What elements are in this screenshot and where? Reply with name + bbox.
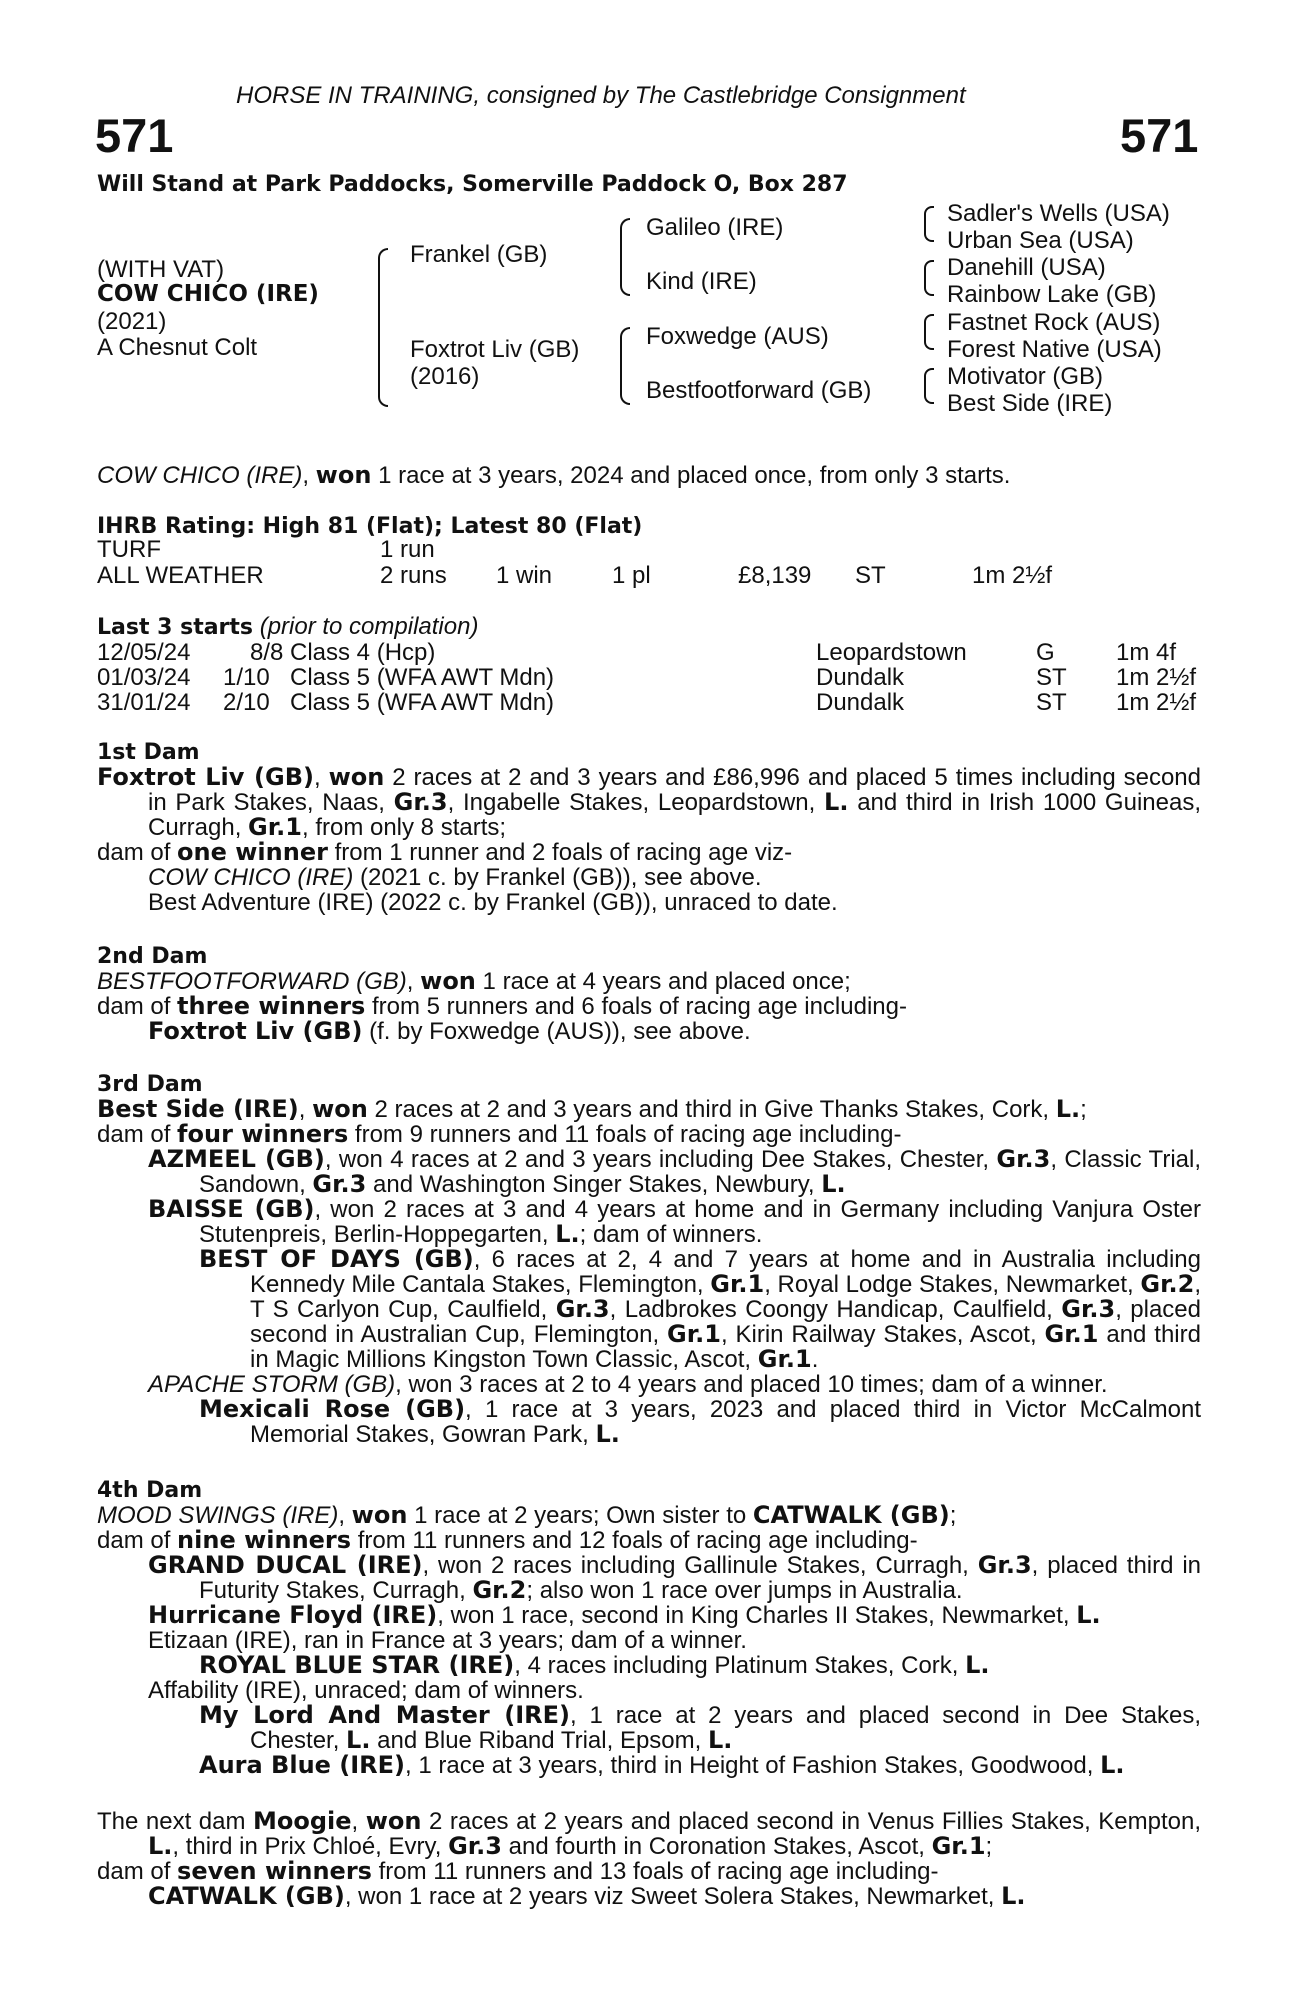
sire: Frankel (GB)	[410, 241, 548, 268]
text-fragment: four winners	[177, 1120, 349, 1148]
text-fragment: , 1 race at 2 years and placed second in Dee Stakes, Chester,	[250, 1702, 1201, 1754]
text-fragment: Moogie	[252, 1807, 352, 1835]
fourth-dam-produce	[97, 1528, 1201, 1553]
text-fragment: dam of	[97, 839, 178, 866]
start-row	[97, 665, 1201, 690]
text-fragment: L.	[1055, 1095, 1081, 1123]
dam-sire: Foxwedge (AUS)	[646, 323, 829, 350]
text-fragment: ,	[298, 1096, 313, 1123]
rating-heading: IHRB Rating: High 81 (Flat); Latest 80 (Flat)	[97, 514, 643, 539]
text-fragment: Gr.3	[393, 788, 448, 816]
text-fragment: won	[328, 763, 385, 791]
text-fragment: L.	[595, 1420, 620, 1448]
text-fragment: Gr.2	[1140, 1270, 1195, 1298]
catalogue-header: HORSE IN TRAINING, consigned by The Castlebridge Consignment	[236, 82, 966, 109]
text-fragment: dam of	[97, 1527, 178, 1554]
aw-wins: 1 win	[496, 562, 553, 589]
text-fragment: Foxtrot Liv (GB)	[148, 1017, 363, 1045]
dam-dam: Bestfootforward (GB)	[646, 377, 872, 404]
fourth-dam-record	[97, 1503, 1201, 1528]
text-fragment: .	[811, 1346, 819, 1373]
summary-won: won	[315, 461, 372, 489]
first-dam-foal-1	[97, 865, 1201, 890]
sire-dam: Kind (IRE)	[646, 268, 757, 295]
third-dam-section	[97, 1072, 1201, 1447]
text-fragment: from 5 runners and 6 foals of racing age including-	[365, 993, 907, 1020]
ancestor-sss: Sadler's Wells (USA)	[947, 200, 1170, 227]
text-fragment: L.	[824, 788, 849, 816]
last3-heading	[97, 614, 478, 640]
summary-text: 1 race at 3 years, 2024 and placed once, from only 3 starts.	[371, 462, 1011, 489]
text-fragment: , placed second in Australian Cup, Flemington,	[250, 1296, 1201, 1348]
first-dam-heading: 1st Dam	[97, 740, 200, 765]
text-fragment: dam of	[97, 993, 178, 1020]
text-fragment: from 11 runners and 12 foals of racing age including-	[351, 1527, 918, 1554]
aw-label: ALL WEATHER	[97, 562, 264, 589]
text-fragment: ,	[313, 764, 329, 791]
text-fragment: , placed third in Futurity Stakes, Curragh,	[199, 1552, 1202, 1604]
text-fragment: , 1 race at 3 years, third in Height of Fashion Stakes, Goodwood,	[405, 1752, 1101, 1779]
text-fragment: , Ladbrokes Coongy Handicap, Caulfield,	[609, 1296, 1062, 1323]
text-fragment: Gr.3	[1061, 1295, 1116, 1323]
foal-affability: Affability (IRE), unraced; dam of winners.	[148, 1677, 584, 1704]
text-fragment: three winners	[177, 992, 366, 1020]
ancestor-dds: Motivator (GB)	[947, 363, 1104, 390]
ancestor-dsd: Forest Native (USA)	[947, 336, 1162, 363]
text-fragment: from 11 runners and 13 foals of racing age including-	[371, 1858, 939, 1885]
text-fragment: Mexicali Rose (GB)	[199, 1395, 466, 1423]
text-fragment: ;	[949, 1502, 957, 1529]
start-going: G	[1036, 639, 1055, 666]
text-fragment: , won 2 races at 3 and 4 years at home and in Germany including Vanjura Oster Stutenpreis, Berlin-Hoppegarten,	[199, 1196, 1202, 1248]
foal-catwalk	[97, 1884, 1201, 1909]
text-fragment: ROYAL BLUE STAR (IRE)	[199, 1651, 515, 1679]
foal-aura-blue	[97, 1753, 1201, 1778]
foal-best-of-days	[97, 1247, 1201, 1372]
text-fragment: , Classic Trial, Sandown,	[199, 1146, 1202, 1198]
text-fragment: 2 races at 2 and 3 years and £86,996 and placed 5 times including second in Park Stakes, Naas,	[148, 764, 1202, 816]
last3-note: (prior to compilation)	[253, 613, 479, 640]
text-fragment: and fourth in Coronation Stakes, Ascot,	[502, 1833, 932, 1860]
pedigree-brace-dam	[620, 327, 630, 405]
text-fragment: BAISSE (GB)	[148, 1195, 315, 1223]
summary-horse: COW CHICO (IRE)	[97, 462, 303, 489]
text-fragment: CATWALK (GB)	[148, 1882, 345, 1910]
lot-number-right: 571	[1120, 109, 1199, 162]
text-fragment: L.	[821, 1170, 846, 1198]
second-dam-produce	[97, 994, 1201, 1019]
aw-surface: ST	[855, 562, 886, 589]
start-course: Leopardstown	[816, 639, 967, 666]
lot-number-left: 571	[95, 109, 174, 162]
text-fragment: , T S Carlyon Cup, Caulfield,	[250, 1271, 1202, 1323]
second-dam-heading: 2nd Dam	[97, 944, 208, 969]
text-fragment: ,	[351, 1808, 366, 1835]
start-going: ST	[1036, 689, 1067, 716]
stand-location: Will Stand at Park Paddocks, Somerville Paddock O, Box 287	[97, 172, 848, 197]
text-fragment: BESTFOOTFORWARD (GB)	[97, 968, 407, 995]
next-dam-produce	[97, 1859, 1201, 1884]
third-dam-produce	[97, 1122, 1201, 1147]
text-fragment: L.	[148, 1832, 173, 1860]
text-fragment: Gr.1	[667, 1320, 721, 1348]
text-fragment: from 1 runner and 2 foals of racing age viz-	[327, 839, 793, 866]
last3-table	[97, 640, 1201, 715]
text-fragment: and Blue Riband Trial, Epsom,	[370, 1727, 708, 1754]
text-fragment: Gr.1	[248, 813, 302, 841]
text-fragment: and third in Irish 1000 Guineas, Curragh,	[148, 789, 1201, 841]
start-distance: 1m 2½f	[1116, 689, 1197, 716]
aw-runs: 2 runs	[380, 562, 447, 589]
foal-baisse	[97, 1197, 1201, 1247]
horse-description: A Chesnut Colt	[97, 334, 258, 361]
text-fragment: Gr.1	[931, 1832, 986, 1860]
second-dam-record	[97, 969, 1201, 994]
pedigree-brace-kind	[924, 260, 934, 296]
text-fragment: Best Side (IRE)	[97, 1095, 299, 1123]
horse-year: (2021)	[97, 308, 167, 335]
horse-name: COW CHICO (IRE)	[97, 281, 319, 307]
ancestor-ddd: Best Side (IRE)	[947, 390, 1113, 417]
text-fragment: , won 4 races at 2 and 3 years including Dee Stakes, Chester,	[324, 1146, 997, 1173]
text-fragment: BEST OF DAYS (GB)	[199, 1245, 474, 1273]
text-fragment: COW CHICO (IRE)	[148, 864, 354, 891]
foal-mexicali-rose	[97, 1397, 1201, 1447]
ancestor-dss: Fastnet Rock (AUS)	[947, 309, 1161, 336]
start-position: 1/10	[223, 664, 270, 691]
text-fragment: dam of	[97, 1858, 178, 1885]
pedigree-brace-main	[378, 248, 388, 407]
race-summary: COW CHICO (IRE), won 1 race at 3 years, 2024 and placed once, from only 3 starts.	[97, 461, 1011, 489]
start-class: Class 5 (WFA AWT Mdn)	[290, 689, 555, 716]
text-fragment: Gr.3	[448, 1832, 502, 1860]
text-fragment: one winner	[177, 838, 328, 866]
next-dam-record	[97, 1809, 1201, 1859]
text-fragment: The next dam	[97, 1808, 253, 1835]
start-row	[97, 640, 1201, 665]
text-fragment: won	[420, 967, 476, 995]
turf-runs: 1 run	[380, 536, 435, 563]
text-fragment: , won 3 races at 2 to 4 years and placed 10 times; dam of a winner.	[395, 1371, 1108, 1398]
start-date: 12/05/24	[97, 639, 191, 666]
pedigree-brace-bestfoot	[924, 368, 934, 404]
text-fragment: L.	[965, 1651, 990, 1679]
text-fragment: , won 2 races including Gallinule Stakes, Curragh,	[422, 1552, 978, 1579]
start-class: Class 4 (Hcp)	[290, 639, 436, 666]
text-fragment: ,	[338, 1502, 352, 1529]
text-fragment: L.	[1001, 1882, 1026, 1910]
ancestor-sdd: Rainbow Lake (GB)	[947, 281, 1157, 308]
text-fragment: Gr.3	[555, 1295, 610, 1323]
text-fragment: won	[351, 1501, 408, 1529]
start-row	[97, 690, 1201, 715]
text-fragment: , 1 race at 3 years, 2023 and placed third in Victor McCalmont Memorial Stakes, Gowran Park,	[250, 1396, 1202, 1448]
start-course: Dundalk	[816, 664, 905, 691]
pedigree-brace-sire	[620, 218, 630, 296]
text-fragment: from 9 runners and 11 foals of racing age including-	[348, 1121, 902, 1148]
sire-sire: Galileo (IRE)	[646, 214, 784, 241]
text-fragment: Gr.1	[757, 1345, 812, 1373]
third-dam-heading: 3rd Dam	[97, 1072, 203, 1097]
fourth-dam-section	[97, 1478, 1201, 1778]
start-going: ST	[1036, 664, 1067, 691]
start-date: 01/03/24	[97, 664, 191, 691]
text-fragment: won	[312, 1095, 368, 1123]
ancestor-ssd: Urban Sea (USA)	[947, 227, 1134, 254]
first-dam-produce	[97, 840, 1201, 865]
text-fragment: , Kirin Railway Stakes, Ascot,	[720, 1321, 1045, 1348]
text-fragment: APACHE STORM (GB)	[148, 1371, 396, 1398]
foal-my-lord-and-master	[97, 1703, 1201, 1753]
text-fragment: L.	[1076, 1601, 1101, 1629]
text-fragment: dam of	[97, 1121, 178, 1148]
text-fragment: (f. by Foxwedge (AUS)), see above.	[362, 1018, 751, 1045]
foal-grand-ducal	[97, 1553, 1201, 1603]
text-fragment: ; also won 1 race over jumps in Australia.	[526, 1577, 963, 1604]
text-fragment: won	[365, 1807, 422, 1835]
ancestor-sds: Danehill (USA)	[947, 254, 1106, 281]
vat-note: (WITH VAT)	[97, 256, 225, 283]
text-fragment: , 4 races including Platinum Stakes, Cork,	[514, 1652, 966, 1679]
first-dam-foal-2: Best Adventure (IRE) (2022 c. by Frankel (GB)), unraced to date.	[148, 889, 838, 916]
pedigree-brace-galileo	[924, 206, 934, 242]
next-dam-section	[97, 1809, 1201, 1909]
text-fragment: Foxtrot Liv (GB)	[97, 763, 314, 791]
text-fragment: MOOD SWINGS (IRE)	[97, 1502, 339, 1529]
start-date: 31/01/24	[97, 689, 191, 716]
first-dam-record	[97, 765, 1201, 840]
text-fragment: Aura Blue (IRE)	[199, 1751, 406, 1779]
text-fragment: L.	[707, 1726, 733, 1754]
text-fragment: , Ingabelle Stakes, Leopardstown,	[447, 789, 825, 816]
second-dam-foal	[97, 1019, 1201, 1044]
aw-distance: 1m 2½f	[972, 562, 1053, 589]
second-dam-section	[97, 944, 1201, 1044]
start-distance: 1m 4f	[1116, 639, 1177, 666]
text-fragment: , 6 races at 2, 4 and 7 years at home and in Australia including Kennedy Mile Cantala Stakes, Flemington,	[250, 1246, 1202, 1298]
foal-hurricane-floyd	[97, 1603, 1201, 1628]
text-fragment: Gr.3	[977, 1551, 1032, 1579]
text-fragment: Gr.3	[312, 1170, 367, 1198]
text-fragment: GRAND DUCAL (IRE)	[148, 1551, 423, 1579]
text-fragment: , won 1 race at 2 years viz Sweet Solera Stakes, Newmarket,	[344, 1883, 1002, 1910]
text-fragment: 1 race at 4 years and placed once;	[475, 968, 851, 995]
text-fragment: AZMEEL (GB)	[148, 1145, 325, 1173]
text-fragment: L.	[1100, 1751, 1125, 1779]
text-fragment: L.	[555, 1220, 580, 1248]
foal-apache-storm	[97, 1372, 1201, 1397]
start-position: 8/8	[250, 639, 284, 666]
fourth-dam-heading: 4th Dam	[97, 1478, 203, 1503]
third-dam-record	[97, 1097, 1201, 1122]
text-fragment: and Washington Singer Stakes, Newbury,	[366, 1171, 822, 1198]
aw-prize: £8,139	[738, 562, 812, 589]
text-fragment: , third in Prix Chloé, Evry,	[172, 1833, 449, 1860]
foal-azmeel	[97, 1147, 1201, 1197]
start-course: Dundalk	[816, 689, 905, 716]
text-fragment: (2021 c. by Frankel (GB)), see above.	[353, 864, 762, 891]
text-fragment: seven winners	[177, 1857, 372, 1885]
text-fragment: Gr.1	[710, 1270, 765, 1298]
text-fragment: Gr.1	[1044, 1320, 1099, 1348]
text-fragment: L.	[346, 1726, 371, 1754]
text-fragment: CATWALK (GB)	[752, 1501, 950, 1529]
text-fragment: Gr.3	[996, 1145, 1051, 1173]
text-fragment: 2 races at 2 years and placed second in Venus Fillies Stakes, Kempton,	[421, 1808, 1202, 1835]
text-fragment: , from only 8 starts;	[301, 814, 507, 841]
turf-label: TURF	[97, 536, 161, 563]
text-fragment: ;	[985, 1833, 993, 1860]
text-fragment: ,	[406, 968, 421, 995]
text-fragment: 1 race at 2 years; Own sister to	[407, 1502, 753, 1529]
last3-title: Last 3 starts	[97, 615, 254, 640]
text-fragment: ; dam of winners.	[579, 1221, 763, 1248]
text-fragment: and third in Magic Millions Kingston Town Classic, Ascot,	[250, 1321, 1201, 1373]
text-fragment: nine winners	[177, 1526, 352, 1554]
foal-royal-blue-star	[97, 1653, 1201, 1678]
text-fragment: ;	[1080, 1096, 1087, 1123]
aw-placed: 1 pl	[612, 562, 651, 589]
first-dam-section	[97, 740, 1201, 915]
text-fragment: Hurricane Floyd (IRE)	[148, 1601, 438, 1629]
text-fragment: My Lord And Master (IRE)	[199, 1701, 570, 1729]
start-class: Class 5 (WFA AWT Mdn)	[290, 664, 555, 691]
text-fragment: 2 races at 2 and 3 years and third in Give Thanks Stakes, Cork,	[367, 1096, 1056, 1123]
dam-year: (2016)	[410, 363, 480, 390]
text-fragment: Gr.2	[472, 1576, 527, 1604]
start-position: 2/10	[223, 689, 270, 716]
pedigree-brace-foxwedge	[924, 314, 934, 350]
start-distance: 1m 2½f	[1116, 664, 1197, 691]
text-fragment: , won 1 race, second in King Charles II Stakes, Newmarket,	[437, 1602, 1077, 1629]
dam: Foxtrot Liv (GB)	[410, 336, 580, 363]
text-fragment: , Royal Lodge Stakes, Newmarket,	[764, 1271, 1141, 1298]
foal-etizaan: Etizaan (IRE), ran in France at 3 years; dam of a winner.	[148, 1627, 747, 1654]
